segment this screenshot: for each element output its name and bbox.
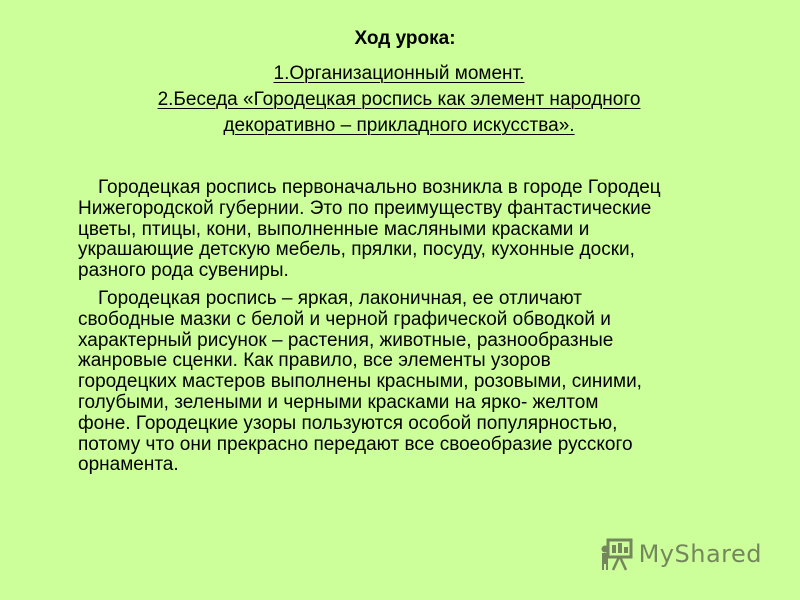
slide-title: Ход урока: — [354, 28, 456, 49]
paragraph-1-line: Городецкая роспись первоначально возникла в городе Городец — [98, 177, 661, 198]
paragraph-1-line: Нижегородской губернии. Это по преимуществу фантастические — [78, 197, 652, 219]
paragraph-2-line: фоне. Городецкие узоры пользуются особой популярностью, — [78, 412, 618, 434]
plan-line-1: 1.Организационный момент. — [273, 63, 525, 84]
paragraph-2-line: Городецкая роспись – яркая, лаконичная, ее отличают — [98, 287, 582, 309]
paragraph-2-line: жанровые сценки. Как правило, все элементы узоров — [78, 350, 551, 372]
paragraph-1-line: цветы, птицы, кони, выполненные масляными красками и — [78, 218, 590, 240]
paragraph-2-line: орнамента. — [78, 454, 179, 476]
paragraph-2-line: голубыми, зелеными и черными красками на ярко- желтом — [78, 391, 599, 413]
paragraph-2 — [78, 289, 768, 476]
paragraph-2-line: потому что они прекрасно передают все своеобразие русского — [78, 433, 633, 455]
paragraph-2-line: свободные мазки с белой и черной графической обводкой и — [78, 308, 611, 330]
watermark-text: MyShared — [638, 540, 762, 568]
paragraph-1-line: украшающие детскую мебель, прялки, посуду, кухонные доски, — [78, 239, 635, 261]
lesson-plan — [0, 61, 800, 139]
presentation-board-icon — [599, 537, 633, 571]
watermark-logo — [599, 536, 762, 572]
paragraph-2-line: городецких мастеров выполнены красными, розовыми, синими, — [78, 371, 642, 393]
plan-line-2: 2.Беседа «Городецкая роспись как элемент народного — [157, 89, 641, 110]
body-text — [78, 178, 768, 483]
paragraph-2-line: характерный рисунок – растения, животные, разнообразные — [78, 329, 614, 351]
paragraph-1 — [78, 178, 768, 282]
paragraph-1-line: разного рода сувениры. — [78, 260, 289, 282]
plan-line-3: декоративно – прикладного искусства». — [223, 115, 575, 136]
